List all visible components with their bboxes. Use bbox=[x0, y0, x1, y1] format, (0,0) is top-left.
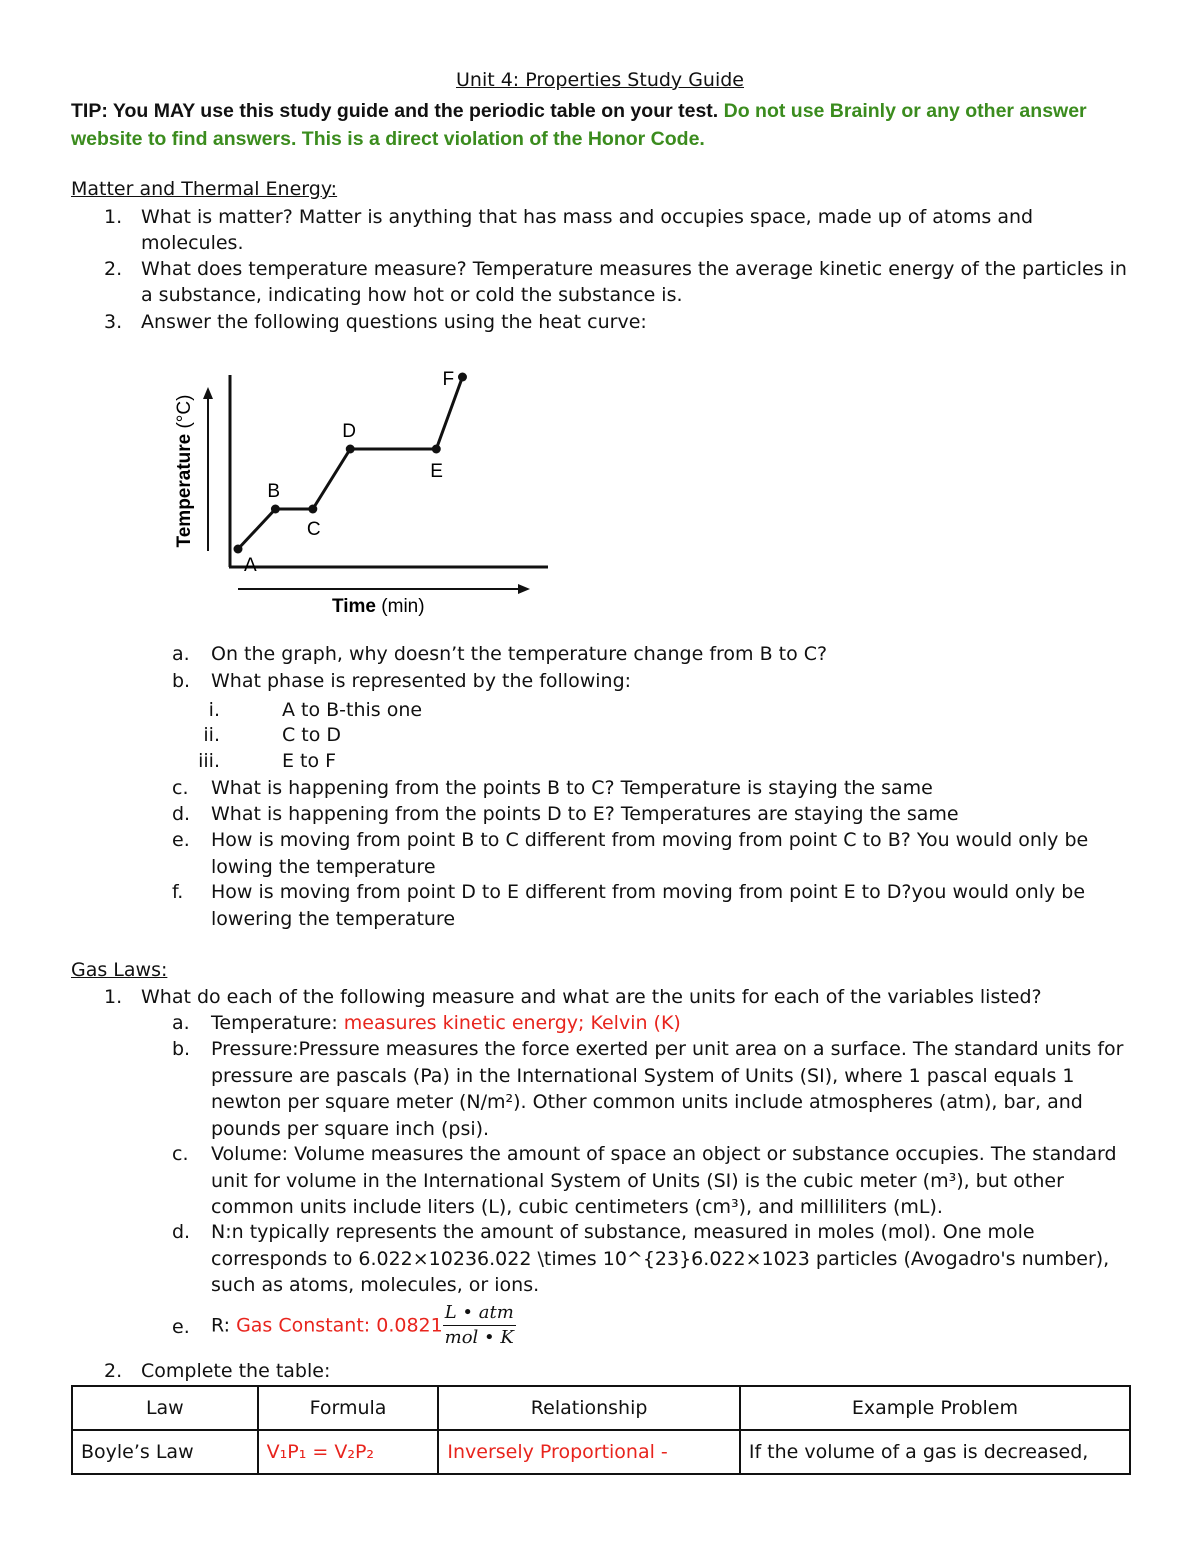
point-f bbox=[458, 373, 467, 382]
list-letter: d. bbox=[172, 1221, 191, 1243]
list-letter: c. bbox=[172, 777, 189, 799]
list-letter: e. bbox=[172, 1316, 190, 1338]
list-number: 1. bbox=[104, 986, 123, 1008]
point-d bbox=[346, 445, 355, 454]
question-text: Complete the table: bbox=[141, 1360, 331, 1382]
list-roman: i. bbox=[208, 699, 220, 721]
question-text bbox=[211, 1010, 1132, 1037]
point-label-a: A bbox=[244, 555, 257, 576]
question-text: N:n typically represents the amount of substance, measured in moles (mol). One mole corresponds to 6.022×10236.022 \times 10^{23}6.022×1023 particles (Avogadro's number), such as atoms, molecules, or ions. bbox=[211, 1221, 1110, 1296]
gas-question-a bbox=[172, 1010, 1132, 1037]
heat-question-d bbox=[172, 801, 1132, 828]
gas-question-b bbox=[172, 1036, 1132, 1142]
cell-example: If the volume of a gas is decreased, bbox=[740, 1430, 1130, 1474]
question-text: Pressure:Pressure measures the force exerted per unit area on a surface. The standard units for pressure are pascals (Pa) in the International System of Units (SI), where 1 pascal equals 1 newton per square meter (N/m²). Other common units include atmospheres (atm), bar, and pounds per square inch (psi). bbox=[211, 1038, 1124, 1140]
y-axis-arrowhead bbox=[203, 387, 213, 399]
header-law: Law bbox=[72, 1386, 258, 1430]
heating-curve-chart bbox=[160, 365, 560, 625]
question-text: What do each of the following measure and what are the units for each of the variables listed? bbox=[141, 986, 1042, 1008]
list-letter: b. bbox=[172, 670, 191, 692]
cell-law: Boyle’s Law bbox=[72, 1430, 258, 1474]
point-label-e: E bbox=[430, 461, 443, 482]
question-text: What is happening from the points B to C? Temperature is staying the same bbox=[211, 777, 933, 799]
x-axis-label: Time (min) bbox=[332, 596, 425, 617]
list-letter: c. bbox=[172, 1143, 189, 1165]
point-a bbox=[234, 545, 243, 554]
point-label-c: C bbox=[306, 519, 321, 540]
list-letter: d. bbox=[172, 803, 191, 825]
units-numerator: L • atm bbox=[443, 1301, 516, 1326]
header-example-problem: Example Problem bbox=[740, 1386, 1130, 1430]
y-axis-label: Temperature (°C) bbox=[174, 394, 195, 548]
matter-question-2 bbox=[104, 256, 1134, 308]
x-axis-arrowhead bbox=[518, 584, 530, 594]
list-number: 2. bbox=[104, 1360, 123, 1382]
list-number: 2. bbox=[104, 258, 123, 280]
cell-formula: V₁P₁ = V₂P₂ bbox=[258, 1430, 439, 1474]
question-text: C to D bbox=[282, 724, 342, 746]
list-roman: ii. bbox=[203, 724, 220, 746]
gas-question-1 bbox=[104, 984, 1134, 1010]
point-c bbox=[308, 505, 317, 514]
heat-question-e bbox=[172, 827, 1132, 880]
list-letter: f. bbox=[172, 881, 184, 903]
gas-constant-units bbox=[443, 1301, 516, 1350]
question-text: On the graph, why doesn’t the temperature change from B to C? bbox=[211, 643, 828, 665]
variable-label: R: bbox=[211, 1314, 237, 1337]
gas-constant-answer: Gas Constant: 0.0821 bbox=[236, 1314, 443, 1337]
question-text: How is moving from point D to E different from moving from point E to D?you would only be lowering the temperature bbox=[211, 881, 1086, 930]
gas-question-d bbox=[172, 1219, 1132, 1299]
question-text: Answer the following questions using the heat curve: bbox=[141, 311, 647, 333]
table-row bbox=[72, 1430, 1130, 1474]
gas-question-2 bbox=[104, 1358, 1134, 1384]
heat-question-a bbox=[172, 641, 1132, 668]
header-formula: Formula bbox=[258, 1386, 439, 1430]
temperature-answer: measures kinetic energy; Kelvin (K) bbox=[343, 1012, 681, 1034]
question-text: What phase is represented by the following: bbox=[211, 670, 632, 692]
question-text bbox=[211, 1301, 1132, 1350]
list-letter: a. bbox=[172, 643, 190, 665]
gas-question-e bbox=[172, 1301, 1132, 1350]
gas-question-c bbox=[172, 1141, 1132, 1221]
page-title: Unit 4: Properties Study Guide bbox=[456, 69, 744, 91]
gas-laws-table bbox=[71, 1385, 1131, 1475]
cell-relationship: Inversely Proportional - bbox=[438, 1430, 739, 1474]
curve-points bbox=[234, 369, 467, 576]
list-number: 1. bbox=[104, 206, 123, 228]
tip-text: TIP: You MAY use this study guide and the periodic table on your test. bbox=[71, 100, 719, 122]
matter-question-1 bbox=[104, 204, 1134, 256]
question-text: What is matter? Matter is anything that has mass and occupies space, made up of atoms and molecules. bbox=[141, 206, 1034, 254]
point-label-f: F bbox=[442, 369, 455, 390]
question-text: E to F bbox=[282, 750, 337, 772]
question-text: What is happening from the points D to E? Temperatures are staying the same bbox=[211, 803, 959, 825]
table-header-row bbox=[72, 1386, 1130, 1430]
list-letter: b. bbox=[172, 1038, 191, 1060]
point-b bbox=[271, 505, 280, 514]
header-relationship: Relationship bbox=[438, 1386, 739, 1430]
list-letter: e. bbox=[172, 829, 190, 851]
point-label-b: B bbox=[267, 481, 281, 502]
list-letter: a. bbox=[172, 1012, 190, 1034]
list-number: 3. bbox=[104, 311, 123, 333]
heat-question-c bbox=[172, 775, 1132, 802]
honor-code-warning: Do not use Brainly or any other answer website to find answers. This is a direct violation of the Honor Code. bbox=[71, 100, 1087, 150]
list-roman: iii. bbox=[198, 750, 220, 772]
section-heading-matter: Matter and Thermal Energy: bbox=[71, 178, 338, 200]
units-denominator: mol • K bbox=[444, 1327, 514, 1348]
point-label-d: D bbox=[342, 421, 356, 442]
matter-question-3 bbox=[104, 309, 1134, 335]
heating-curve-line bbox=[238, 377, 462, 549]
question-text: A to B-this one bbox=[282, 699, 423, 721]
question-text: Volume: Volume measures the amount of space an object or substance occupies. The standard unit for volume in the International System of Units (SI) is the cubic meter (m³), but other common units include liters (L), cubic centimeters (cm³), and milliliters (mL). bbox=[211, 1143, 1117, 1218]
heat-question-f bbox=[172, 879, 1132, 932]
heat-question-b bbox=[172, 668, 1132, 695]
question-text: What does temperature measure? Temperature measures the average kinetic energy of the particles in a substance, indicating how hot or cold the substance is. bbox=[141, 258, 1127, 306]
section-heading-gas-laws: Gas Laws: bbox=[71, 959, 168, 981]
question-text: How is moving from point B to C different from moving from point C to B? You would only be lowing the temperature bbox=[211, 829, 1089, 878]
tip-paragraph bbox=[71, 97, 1141, 153]
variable-label: Temperature: bbox=[211, 1012, 344, 1034]
point-e bbox=[432, 445, 441, 454]
